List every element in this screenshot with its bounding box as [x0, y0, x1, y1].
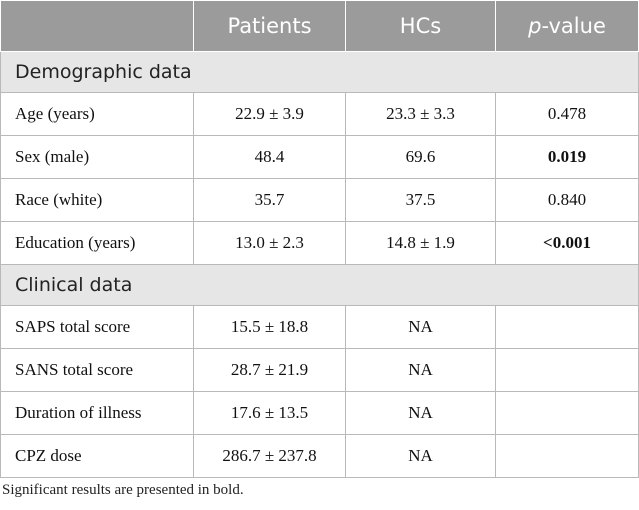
- patients-value-cell: 286.7 ± 237.8: [194, 435, 346, 478]
- p-value-cell: [496, 306, 639, 349]
- row-label-cell: Education (years): [1, 222, 194, 265]
- header-p-value: [496, 1, 639, 52]
- hcs-value-cell: NA: [346, 392, 496, 435]
- table-row: [1, 392, 639, 435]
- table-header-row: [1, 1, 639, 52]
- hcs-value-cell: NA: [346, 306, 496, 349]
- hcs-value-cell: NA: [346, 435, 496, 478]
- p-value-cell: [496, 392, 639, 435]
- header-blank-cell: [1, 1, 194, 52]
- table-row: [1, 349, 639, 392]
- patients-value-cell: 48.4: [194, 136, 346, 179]
- p-value-cell: 0.478: [496, 93, 639, 136]
- hcs-value-cell: 14.8 ± 1.9: [346, 222, 496, 265]
- header-patients: Patients: [194, 1, 346, 52]
- p-value-cell: [496, 435, 639, 478]
- patients-value-cell: 13.0 ± 2.3: [194, 222, 346, 265]
- header-p-suffix: -value: [541, 14, 606, 38]
- patients-value-cell: 22.9 ± 3.9: [194, 93, 346, 136]
- header-hcs: HCs: [346, 1, 496, 52]
- section-header-row: [1, 52, 639, 93]
- header-p-italic: p: [528, 14, 542, 38]
- patients-value-cell: 17.6 ± 13.5: [194, 392, 346, 435]
- section-header-row: [1, 265, 639, 306]
- row-label-cell: CPZ dose: [1, 435, 194, 478]
- hcs-value-cell: 69.6: [346, 136, 496, 179]
- section-title: Clinical data: [1, 265, 639, 306]
- row-label-cell: Duration of illness: [1, 392, 194, 435]
- table-row: [1, 306, 639, 349]
- row-label-cell: SANS total score: [1, 349, 194, 392]
- section-title: Demographic data: [1, 52, 639, 93]
- patients-value-cell: 28.7 ± 21.9: [194, 349, 346, 392]
- table-body: [1, 52, 639, 478]
- hcs-value-cell: NA: [346, 349, 496, 392]
- hcs-value-cell: 37.5: [346, 179, 496, 222]
- row-label-cell: Race (white): [1, 179, 194, 222]
- hcs-value-cell: 23.3 ± 3.3: [346, 93, 496, 136]
- p-value-cell: 0.840: [496, 179, 639, 222]
- p-value-cell: [496, 349, 639, 392]
- row-label-cell: SAPS total score: [1, 306, 194, 349]
- table-footnote: Significant results are presented in bold.: [2, 482, 244, 498]
- p-value-cell: 0.019: [496, 136, 639, 179]
- row-label-cell: Age (years): [1, 93, 194, 136]
- table-row: [1, 93, 639, 136]
- patients-value-cell: 15.5 ± 18.8: [194, 306, 346, 349]
- table-row: [1, 136, 639, 179]
- row-label-cell: Sex (male): [1, 136, 194, 179]
- table-row: [1, 222, 639, 265]
- table-row: [1, 179, 639, 222]
- table-row: [1, 435, 639, 478]
- p-value-cell: <0.001: [496, 222, 639, 265]
- patients-value-cell: 35.7: [194, 179, 346, 222]
